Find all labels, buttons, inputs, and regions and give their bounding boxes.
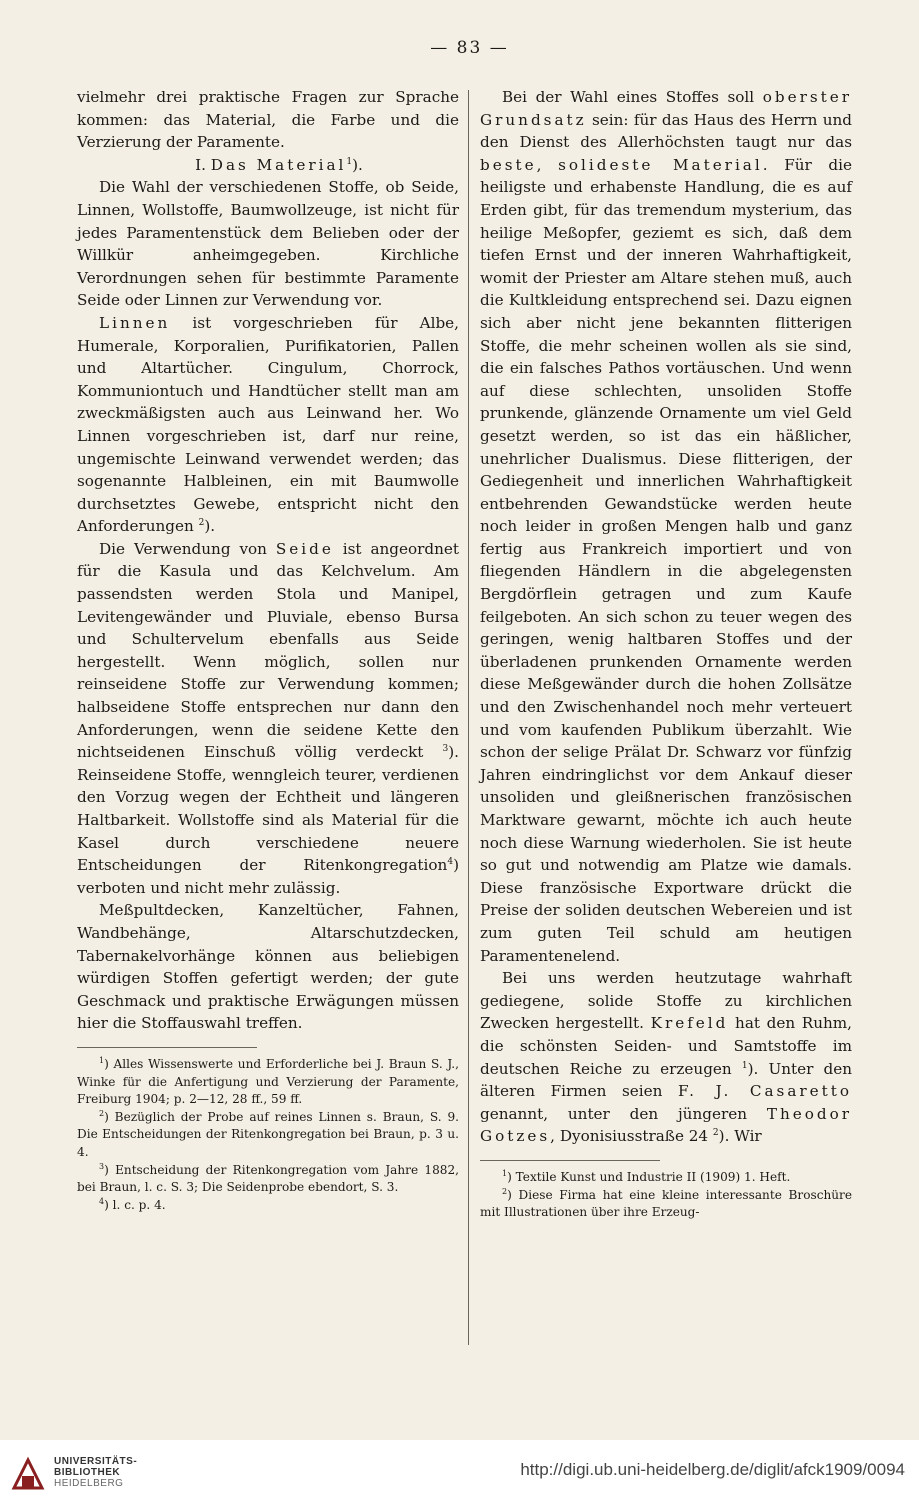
paragraph: Die Wahl der verschiedenen Stoffe, ob Seide, Linnen, Wollstoffe, Baumwollzeuge, ist nicht für jedes Paramentenstück dem Belieben oder der Willkür anheimgegeben. Kirchliche Verordnungen sehen für bestimmte Paramente Seide oder Linnen zur Verwendung vor. <box>77 178 459 310</box>
page-number: — 83 — <box>430 38 509 58</box>
library-logo-icon <box>10 1456 46 1492</box>
footnote: $^2$) Diese Firma hat eine kleine interessante Broschüre mit Illustrationen über ihre Erzeug- <box>480 1186 852 1220</box>
footnote: $^4$) l. c. p. 4. <box>99 1196 166 1212</box>
library-name: UNIVERSITÄTS- BIBLIOTHEK HEIDELBERG <box>54 1456 138 1489</box>
footnote: $^2$) Bezüglich der Probe auf reines Linnen s. Braun, S. 9. Die Entscheidungen der Ritenkongregation bei Braun, p. 3 u. 4. <box>77 1108 459 1159</box>
footnote-divider <box>77 1047 257 1048</box>
digitization-footer <box>0 1440 919 1508</box>
left-column <box>77 86 459 1214</box>
footnote: $^1$) Alles Wissenswerte und Erforderliche bei J. Braun S. J., Winke für die Anfertigung und Verzierung der Paramente, Freiburg 1904; p. 2—12, 28 ff., 59 ff. <box>77 1055 459 1107</box>
footnote: $^3$) Entscheidung der Ritenkongregation vom Jahre 1882, bei Braun, l. c. S. 3; Die Seidenprobe ebendort, S. 3. <box>77 1161 459 1195</box>
footnote: $^1$) Textile Kunst und Industrie II (1909) 1. Heft. <box>502 1168 791 1184</box>
paragraph: Meßpultdecken, Kanzeltücher, Fahnen, Wandbehänge, Altarschutzdecken, Tabernakelvorhänge können aus beliebigen würdigen Stoffen gefertigt werden; der gute Geschmack und praktische Erwägungen müssen hier die Stoffauswahl treffen. <box>77 901 459 1033</box>
paragraph: Linnen ist vorgeschrieben für Albe, Humerale, Korporalien, Purifikatorien, Pallen und Altartücher. Cingulum, Chorrock, Kommuniontuch und Handtücher stellt man am zweckmäßigsten auch aus Leinwand her. Wo Linnen vorgeschrieben ist, darf nur reine, ungemischte Leinwand verwendet werden; das sogenannte Halbleinen, ein mit Baumwolle durchsetztes Gewebe, entspricht nicht den Anforderungen $^2$). <box>77 313 459 536</box>
paragraph: Die Verwendung von Seide ist angeordnet für die Kasula und das Kelchvelum. Am passendsten werden Stola und Manipel, Levitengewänder und Pluviale, ebenso Bursa und Schultervelum ebenfalls aus Seide hergestellt. Wenn möglich, sollen nur reinseidene Stoffe zur Verwendung kommen; halbseidene Stoffe entsprechen nur dann den Anforderungen, wenn die seidene Kette den nichtseidenen Einschuß völlig verdeckt $^3$). Reinseidene Stoffe, wenngleich teurer, verdienen den Vorzug wegen der Echtheit und längeren Haltbarkeit. Wollstoffe sind als Material für die Kasel durch verschiedene neuere Entscheidungen der Ritenkongregation$^4$) verboten und nicht mehr zulässig. <box>77 539 460 897</box>
paragraph: Bei der Wahl eines Stoffes soll oberster Grundsatz sein: für das Haus des Herrn und den Dienst des Allerhöchsten taugt nur das beste, solideste Material. Für die heiligste und erhabenste Handlung, die es auf Erden gibt, für das tremendum mysterium, das heilige Meßopfer, geziemt es sich, daß dem tiefen Ernst und der inneren Wahrhaftigkeit, womit der Priester am Altare stehen muß, auch die Kultkleidung entsprechend sei. Dazu eignen sich aber nicht jene bekannten flitterigen Stoffe, die mehr scheinen wollen als sie sind, die ein falsches Pathos vortäuschen. Und wenn auf diese schlechten, unsoliden Stoffe prunkende, glänzende Ornamente um viel Geld gesetzt werden, so ist das ein häßlicher, unehrlicher Dualismus. Diese flitterigen, der Gediegenheit und innerlichen Wahrhaftigkeit entbehrenden Gewandstücke werden heute noch leider in großen Mengen halb und ganz fertig aus Frankreich importiert und von fliegenden Händlern in die abgelegensten Bergdörflein getragen und zum Kaufe feilgeboten. An sich schon zu teuer wegen des geringen, wenig haltbaren Stoffes und der überladenen prunkenden Ornamente werden diese Meßgewänder durch die hohen Zollsätze und den Zwischenhandel noch mehr verteuert und vom kaufenden Publikum überzahlt. Wie schon der selige Prälat Dr. Schwarz vor fünfzig Jahren eindringlichst vor dem Ankauf dieser unsoliden und gleißnerischen französischen Marktware gewarnt, möchte ich auch heute noch diese Warnung wiederholen. Sie ist heute so gut und notwendig am Platze wie damals. Diese französische Exportware drückt die Preise der soliden deutschen Webereien und ist zum guten Teil schuld am heutigen Paramentenelend. <box>480 88 852 965</box>
footnote-divider <box>480 1160 660 1161</box>
section-heading: I. Das Material$^1$). <box>195 155 363 174</box>
source-url[interactable]: http://digi.ub.uni-heidelberg.de/diglit/afck1909/0094 <box>520 1460 905 1479</box>
right-column <box>480 86 852 1222</box>
column-divider <box>468 90 469 1345</box>
paragraph: Bei uns werden heutzutage wahrhaft gediegene, solide Stoffe zu kirchlichen Zwecken hergestellt. Krefeld hat den Ruhm, die schönsten Seiden- und Samtstoffe im deutschen Reiche zu erzeugen $^1$). Unter den älteren Firmen seien F. J. Casaretto genannt, unter den jüngeren Theodor Gotzes, Dyonisiusstraße 24 $^2$). Wir <box>480 969 853 1146</box>
paragraph: vielmehr drei praktische Fragen zur Sprache kommen: das Material, die Farbe und die Verzierung der Paramente. <box>77 88 459 152</box>
